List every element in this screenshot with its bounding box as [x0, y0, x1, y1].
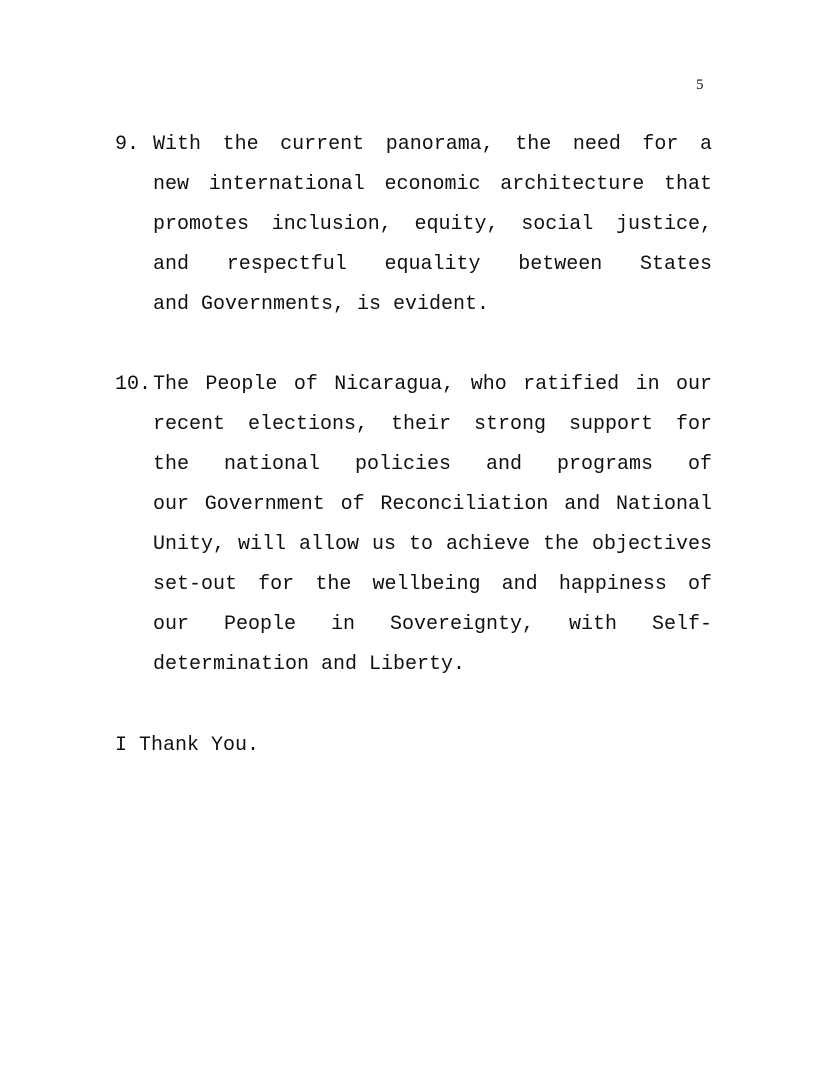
paragraph-line: and respectful equality between States	[153, 253, 712, 276]
paragraph-line: new international economic architecture that	[153, 173, 712, 196]
paragraph-number: 10.	[115, 373, 152, 396]
paragraph-line: our People in Sovereignty, with Self-	[153, 613, 712, 636]
paragraph-line: and Governments, is evident.	[153, 293, 490, 316]
paragraph-line: With the current panorama, the need for a	[153, 133, 712, 156]
paragraph-line: recent elections, their strong support for	[153, 413, 712, 436]
page-number: 5	[696, 77, 704, 93]
paragraph-text	[153, 365, 712, 685]
paragraph-line: set-out for the wellbeing and happiness of	[153, 573, 712, 596]
closing-remark: I Thank You.	[115, 734, 260, 757]
paragraph-number: 9.	[115, 133, 140, 156]
paragraph-text	[153, 125, 712, 325]
paragraph-line: promotes inclusion, equity, social justice,	[153, 213, 712, 236]
paragraph-line: the national policies and programs of	[153, 453, 712, 476]
paragraph-line: determination and Liberty.	[153, 653, 466, 676]
paragraph-line: Unity, will allow us to achieve the objectives	[153, 533, 712, 556]
paragraph-line: our Government of Reconciliation and National	[153, 493, 712, 516]
paragraph-line: The People of Nicaragua, who ratified in our	[153, 373, 712, 396]
